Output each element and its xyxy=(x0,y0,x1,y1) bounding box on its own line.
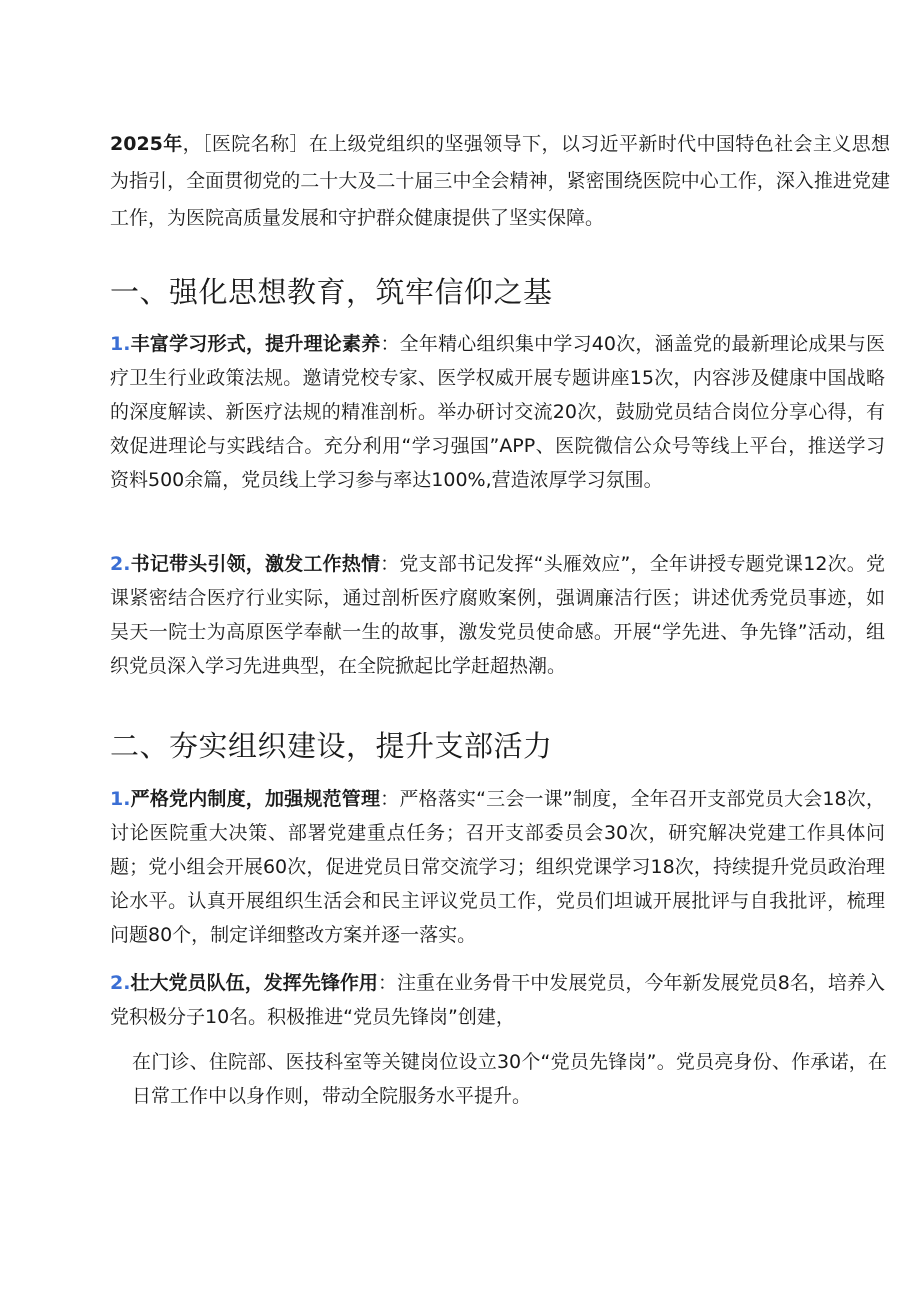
list-item-2-2 xyxy=(110,966,885,1034)
intro-paragraph xyxy=(110,126,890,237)
item-lead: 丰富学习形式，提升理论素养 xyxy=(130,333,381,355)
list-item-2-1 xyxy=(110,782,885,952)
intro-year: 2025年 xyxy=(110,133,183,155)
list-item-1-1 xyxy=(110,327,885,497)
item-lead: 书记带头引领，激发工作热情 xyxy=(130,553,381,575)
continuation-paragraph: 在门诊、住院部、医技科室等关键岗位设立30个“党员先锋岗”。党员亮身份、作承诺，在日常工作中以身作则，带动全院服务水平提升。 xyxy=(132,1051,887,1107)
item-number: 1. xyxy=(110,788,131,810)
section-heading-1: 一、强化思想教育，筑牢信仰之基 xyxy=(110,275,553,309)
item-lead: 壮大党员队伍，发挥先锋作用 xyxy=(130,972,378,994)
intro-text: ，［医院名称］在上级党组织的坚强领导下，以习近平新时代中国特色社会主义思想为指引，全面贯彻党的二十大及二十届三中全会精神，紧密围绕医院中心工作，深入推进党建工作，为医院高质量发展和守护群众健康提供了坚实保障。 xyxy=(110,133,890,229)
item-lead: 严格党内制度，加强规范管理 xyxy=(130,788,381,810)
item-text: ：严格落实“三会一课”制度，全年召开支部党员大会18次，讨论医院重大决策、部署党建重点任务；召开支部委员会30次，研究解决党建工作具体问题；党小组会开展60次，促进党员日常交流学习；组织党课学习18次，持续提升党员政治理论水平。认真开展组织生活会和民主评议党员工作，党员们坦诚开展批评与自我批评，梳理问题80个，制定详细整改方案并逐一落实。 xyxy=(110,788,885,946)
section-heading-2: 二、夯实组织建设，提升支部活力 xyxy=(110,729,553,763)
item-number: 2. xyxy=(110,972,131,994)
item-text: ：全年精心组织集中学习40次，涵盖党的最新理论成果与医疗卫生行业政策法规。邀请党校专家、医学权威开展专题讲座15次，内容涉及健康中国战略的深度解读、新医疗法规的精准剖析。举办研讨交流20次，鼓励党员结合岗位分享心得，有效促进理论与实践结合。充分利用“学习强国”APP、医院微信公众号等线上平台，推送学习资料500余篇，党员线上学习参与率达100%,营造浓厚学习氛围。 xyxy=(110,333,885,491)
item-text: ：注重在业务骨干中发展党员，今年新发展党员8名，培养入党积极分子10名。积极推进“党员先锋岗”创建， xyxy=(110,972,885,1028)
item-number: 2. xyxy=(110,553,131,575)
item-text: ：党支部书记发挥“头雁效应”，全年讲授专题党课12次。党课紧密结合医疗行业实际，通过剖析医疗腐败案例，强调廉洁行医；讲述优秀党员事迹，如吴天一院士为高原医学奉献一生的故事，激发党员使命感。开展“学先进、争先锋”活动，组织党员深入学习先进典型，在全院掀起比学赶超热潮。 xyxy=(110,553,885,677)
list-item-1-2 xyxy=(110,547,885,683)
item-number: 1. xyxy=(110,333,131,355)
